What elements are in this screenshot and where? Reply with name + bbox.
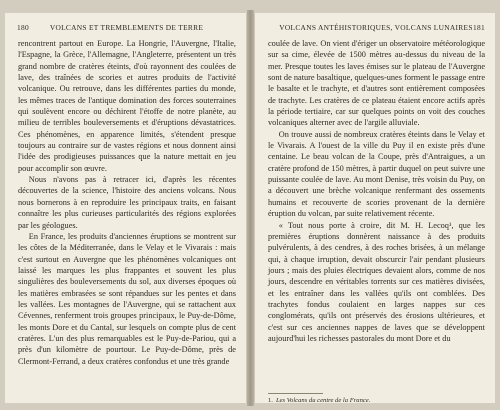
paragraph: coulée de lave. On vient d'ériger un observatoire météorologique sur sa cime, élevée de 1500 mètres au-dessus du niveau de la mer. Presque toutes les laves émises sur le plateau de l'Auvergne sont de nature basaltique, quelques-unes forment le passage entre le basalte et le trachyte, et d'autres sont entièrement composées de trachyte. Les cratères de ce plateau étaient encore actifs après la période tertiaire, car sur quelques points on voit des couches volcaniques alterner avec de l'argile alluviale. (268, 39, 485, 128)
running-head: VOLCANS ET TREMBLEMENTS DE TERRE (49, 23, 204, 32)
left-page-header (17, 23, 236, 33)
page-number: 181 (473, 23, 485, 32)
paragraph: On trouve aussi de nombreux cratères éteints dans le Velay et le Vivarais. A l'ouest de la ville du Puy il en existe près d'une centaine. Le beau volcan de la Coupe, près d'Antraigues, a un cratère profond de 150 mètres, à partir duquel on peut suivre une puissante coulée de lave. Au mont Denise, très voisin du Puy, on a découvert une brèche volcanique renfermant des ossements humains et recouverte de scories provenant de la dernière éruption du volcan, par suite relativement récente. (268, 129, 485, 219)
paragraph: rencontrent partout en Europe. La Hongrie, l'Auvergne, l'Italie, l'Espagne, la Grèce, l'Allemagne, l'Angleterre, présentent un très grand nombre de cratères éteints, d'où rayonnent des coulées de lave, des traînées de scories et autres produits de l'activité volcanique. Ou retrouve, dans les différentes parties du monde, les mêmes traces de l'antique domination des forces souterraines qui soulèvent encore ou déchirent l'étoffe de notre planète, au milieu de terribles bouleversements et d'éruptions dévastatrices. Ces phénomènes, en apparence limités, s'étendent presque toujours au contraire sur de vastes régions et nous donnent ainsi l'idée des prodigieuses puissances que la nature mettait en jeu pour accomplir son œuvre. (18, 39, 236, 173)
paragraph: « Tout nous porte à croire, dit M. H. Lecoq¹, que les premières éruptions donnèrent naissance à des produits pulvérulents, à des cendres, à des roches brisées, à un mélange qui, à chaque irruption, devait obscurcir l'air pendant plusieurs jours ; mais des pluies électriques devaient alors, comme de nos jours, descendre en véritables torrents sur ces matières divisées, et les entraîner dans les vallées qu'ils ont comblées. Des trachytes fondus coulaient en larges nappes sur ces conglomérats, qu'ils ont préservés des érosions ultérieures, et c'est sur ces anciennes nappes de laves que se développent aujourd'hui les richesses pastorales du mont Dore et du (268, 220, 485, 343)
right-page-body (268, 38, 485, 344)
footnote-rule (268, 393, 323, 394)
running-head: VOLCANS ANTÉHISTORIQUES, VOLCANS LUNAIRES (279, 23, 473, 32)
page-number: 180 (17, 23, 29, 32)
left-page-body (18, 38, 236, 367)
right-page-header (267, 23, 485, 33)
paragraph: Nous n'avons pas à retracer ici, d'après les récentes découvertes de la science, l'histoire des anciens volcans. Nous nous bornerons à en reproduire les principaux traits, en faisant connaître les plus curieuses particularités des régions explorées par les géologues. (18, 175, 236, 230)
paragraph: En France, les produits d'anciennes éruptions se montrent sur les côtes de la Méditerranée, dans le Velay et le Vivarais : mais c'est surtout en Auvergne que les phénomènes volcaniques ont laissé les marques les plus frappantes et souvent les plus singulières des bouleversements du sol, aux diverses époques où les matières embrasées se sont répandues sur les pentes et dans les vallées. Les montagnes de l'Auvergne, qui se rattachent aux Cévennes, renferment trois groupes principaux, le Puy-de-Dôme, les monts Dore et du Cantal, sur lesquels on compte plus de cent cratères. L'un des plus remarquables est le Puy-de-Pariou, qui a près d'un kilomètre de pourtour. Le Puy-de-Dôme, près de Clermont-Ferrand, a deux cratères confondus et une très grande (18, 231, 236, 366)
right-page (254, 13, 495, 403)
left-page (5, 13, 247, 403)
footnote (268, 397, 485, 403)
footnote-number: 1. (268, 397, 273, 403)
book-gutter (247, 10, 254, 406)
footnote-text: Les Volcans du centre de la France. (275, 397, 371, 403)
